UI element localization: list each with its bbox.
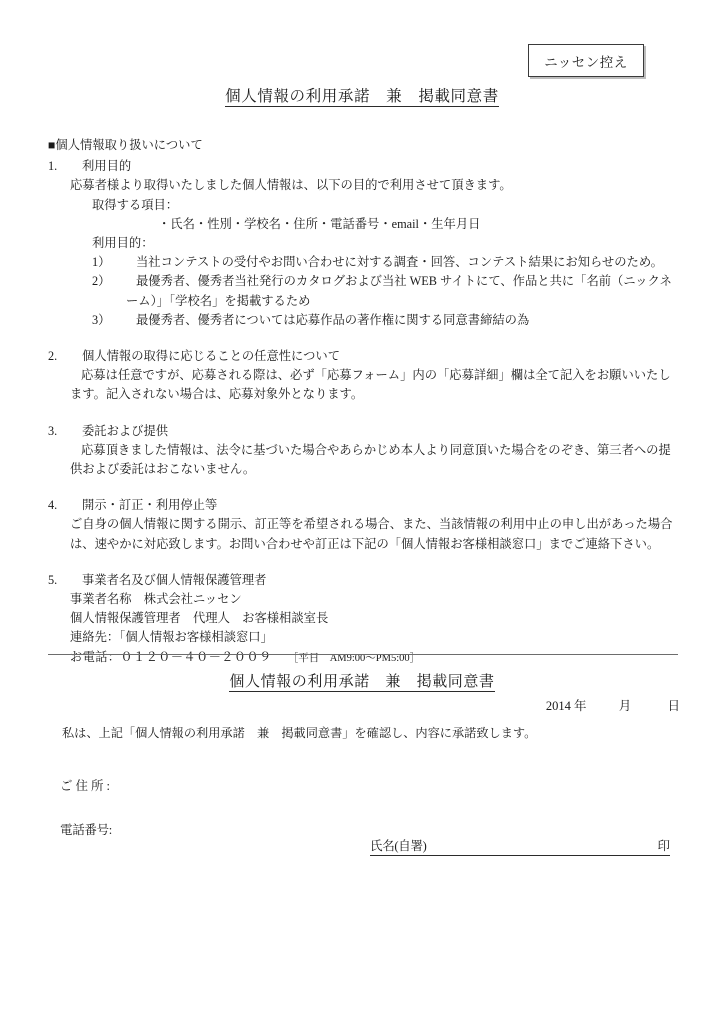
clause-4-para-2: は、速やかに対応致します。お問い合わせや訂正は下記の「個人情報お客様相談窓口」までご連絡下さい。 [70, 536, 660, 551]
clause-3-para-1: 応募頂きました情報は、法令に基づいた場合やあらかじめ本人より同意頂いた場合をのぞき、第三者への提 [81, 442, 671, 457]
purpose-label: 利用目的： [92, 236, 154, 251]
contact-desk: 連絡先：「個人情報お客様相談窓口」 [70, 630, 273, 645]
consent-title-text: 個人情報の利用承諾 兼 掲載同意書 [229, 674, 495, 690]
clause-3-heading [48, 422, 680, 441]
date-line [0, 696, 680, 714]
purpose-item-1 [92, 253, 680, 272]
purpose-item-2-text: 最優秀者、優秀者当社発行のカタログおよび当社 WEB サイトにて、作品と共に「名前（ニックネ [136, 274, 672, 289]
signature-line [370, 836, 670, 856]
clause-4-para-1: ご自身の個人情報に関する開示、訂正等を希望される場合、また、当該情報の利用中止の申し出があった場合 [70, 517, 673, 532]
clause-4-title: 開示・訂正・利用停止等 [82, 498, 218, 513]
date-year: 2014 年 [545, 699, 587, 713]
operator-name: 事業者名称 株式会社ニッセン [70, 592, 242, 607]
stamp-label: ニッセン控え [544, 54, 628, 70]
clause-5-number: 5. [48, 572, 58, 587]
contact-phone-number: お電話：０１２０－４０－２００９ [70, 649, 272, 664]
address-label: ご住所: [60, 779, 113, 793]
clause-5-title: 事業者名及び個人情報保護管理者 [82, 572, 267, 587]
body-content [48, 136, 680, 668]
page-title [0, 84, 724, 106]
consent-title [0, 670, 724, 691]
clause-1-number: 1. [48, 159, 58, 174]
stamp-box [528, 44, 644, 77]
contact-phone [70, 648, 680, 668]
page-title-text: 個人情報の利用承諾 兼 掲載同意書 [225, 88, 499, 105]
date-day: 日 [667, 699, 680, 713]
purpose-item-3 [92, 311, 680, 330]
clause-3-number: 3. [48, 423, 58, 438]
clause-3-title: 委託および提供 [82, 423, 169, 438]
clause-2-number: 2. [48, 349, 58, 364]
section-divider [48, 654, 678, 655]
acquire-items-label: 取得する項目： [92, 197, 179, 212]
clause-3-para-2: 供および委託はおこないません。 [70, 462, 256, 477]
consent-statement: 私は、上記「個人情報の利用承諾 兼 掲載同意書」を確認し、内容に承諾致します。 [62, 726, 537, 740]
clause-5-heading [48, 571, 680, 590]
purpose-item-2-continued: ーム）」「学校名」を掲載するため [126, 293, 311, 308]
clause-4-number: 4. [48, 498, 58, 513]
clause-2-heading [48, 347, 680, 366]
purpose-item-1-text: 当社コンテストの受付やお問い合わせに対する調査・回答、コンテスト結果にお知らせのため。 [136, 255, 663, 270]
clause-1-title: 利用目的 [82, 159, 132, 174]
privacy-manager: 個人情報保護管理者 代理人 お客様相談室長 [70, 611, 329, 626]
clause-4-heading [48, 496, 680, 515]
date-month: 月 [618, 699, 632, 713]
section-heading: ■個人情報取り扱いについて [48, 138, 203, 152]
purpose-item-3-number: 3） [92, 312, 111, 327]
clause-2-para-2: ます。記入されない場合は、応募対象外となります。 [70, 387, 364, 402]
purpose-item-2-number: 2） [92, 274, 111, 289]
clause-1-lead: 応募者様より取得いたしました個人情報は、以下の目的で利用させて頂きます。 [70, 178, 512, 193]
purpose-item-2 [92, 272, 680, 291]
clause-2-para-1: 応募は任意ですが、応募される際は、必ず「応募フォーム」内の「応募詳細」欄は全て記入をお願いいたし [81, 368, 671, 383]
clause-1-heading [48, 157, 680, 176]
acquire-items-values: ・氏名・性別・学校名・住所・電話番号・email・生年月日 [158, 216, 481, 231]
telephone-label: 電話番号: [60, 823, 112, 837]
purpose-item-1-number: 1） [92, 255, 111, 270]
signature-label: 氏名(自署) [370, 839, 427, 853]
clause-2-title: 個人情報の取得に応じることの任意性について [82, 349, 340, 364]
seal-label: 印 [657, 839, 670, 853]
purpose-item-3-text: 最優秀者、優秀者については応募作品の著作権に関する同意書締結の為 [136, 312, 530, 327]
contact-phone-hours: ［平日 AM9:00～PM5:00］ [287, 652, 421, 664]
